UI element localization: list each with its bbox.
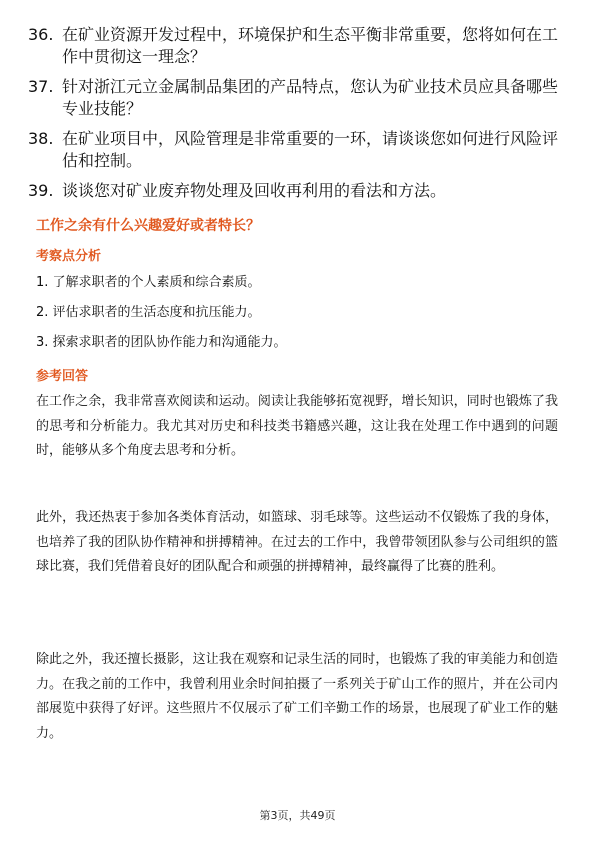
question-item bbox=[28, 24, 568, 68]
section-heading: 工作之余有什么兴趣爱好或者特长？ bbox=[36, 218, 260, 234]
question-number: 38. bbox=[28, 129, 54, 148]
analysis-heading: 考察点分析 bbox=[36, 249, 102, 264]
question-item bbox=[28, 180, 568, 202]
analysis-item: 2. 评估求职者的生活态度和抗压能力。 bbox=[36, 305, 261, 320]
analysis-item: 3. 探索求职者的团队协作能力和沟通能力。 bbox=[36, 335, 287, 350]
page-number: 第3页，共49页 bbox=[259, 809, 336, 822]
answer-heading: 参考回答 bbox=[36, 369, 89, 384]
analysis-item: 1. 了解求职者的个人素质和综合素质。 bbox=[36, 275, 261, 290]
answer-paragraph: 此外，我还热衷于参加各类体育活动，如篮球、羽毛球等。这些运动不仅锻炼了我的身体，也培养了我的团队协作精神和拼搏精神。在过去的工作中，我曾带领团队参与公司组织的篮球比赛，我们凭借着良好的团队配合和顽强的拼搏精神，最终赢得了比赛的胜利。 bbox=[36, 510, 558, 574]
answer-paragraph: 除此之外，我还擅长摄影，这让我在观察和记录生活的同时，也锻炼了我的审美能力和创造力。在我之前的工作中，我曾利用业余时间拍摄了一系列关于矿山工作的照片，并在公司内部展览中获得了好评。这些照片不仅展示了矿工们辛勤工作的场景，也展现了矿业工作的魅力。 bbox=[36, 652, 558, 741]
answer-paragraph: 在工作之余，我非常喜欢阅读和运动。阅读让我能够拓宽视野，增长知识，同时也锻炼了我的思考和分析能力。我尤其对历史和科技类书籍感兴趣，这让我在处理工作中遇到的问题时，能够从多个角度去思考和分析。 bbox=[36, 394, 558, 458]
question-number: 39. bbox=[28, 181, 54, 200]
question-text: 在矿业资源开发过程中，环境保护和生态平衡非常重要，您将如何在工作中贯彻这一理念？ bbox=[62, 25, 559, 66]
analysis-list bbox=[36, 274, 556, 364]
question-text: 谈谈您对矿业废弃物处理及回收再利用的看法和方法。 bbox=[62, 181, 447, 200]
question-number: 36. bbox=[28, 25, 54, 44]
question-item bbox=[28, 76, 568, 120]
question-number: 37. bbox=[28, 77, 54, 96]
question-text: 针对浙江元立金属制品集团的产品特点，您认为矿业技术员应具备哪些专业技能？ bbox=[62, 77, 559, 118]
question-text: 在矿业项目中，风险管理是非常重要的一环，请谈谈您如何进行风险评估和控制。 bbox=[62, 129, 559, 170]
question-item bbox=[28, 128, 568, 172]
question-list bbox=[28, 24, 568, 210]
